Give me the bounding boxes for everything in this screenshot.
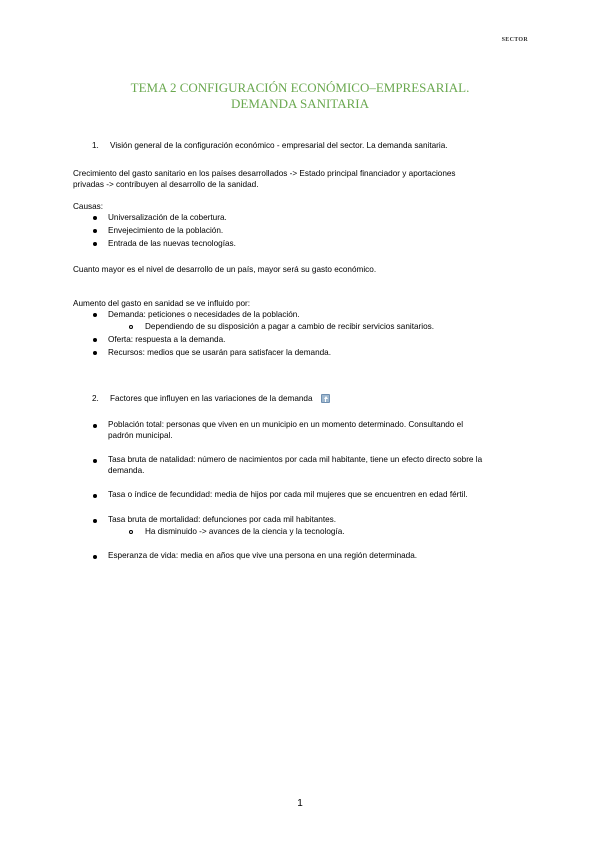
cause-item: Universalización de la cobertura. xyxy=(108,213,227,222)
bullet-icon xyxy=(93,338,97,342)
section-2-heading: Factores que influyen en las variaciones de la demanda xyxy=(110,394,313,403)
birth-rate-line-2: demanda. xyxy=(108,466,145,475)
sub-bullet-icon xyxy=(129,325,133,329)
bullet-icon xyxy=(93,242,97,246)
birth-rate-line-1: Tasa bruta de natalidad: número de nacimientos por cada mil habitante, tiene un efecto directo sobre la xyxy=(108,455,483,464)
header-sector-label: SECTOR xyxy=(501,37,528,43)
factor-offer: Oferta: respuesta a la demanda. xyxy=(108,335,226,344)
causes-label: Causas: xyxy=(73,202,104,211)
factor-demand-sub: Dependiendo de su disposición a pagar a cambio de recibir servicios sanitarios. xyxy=(145,322,434,331)
growth-text-line-2: privadas -> contribuyen al desarrollo de la sanidad. xyxy=(73,180,259,189)
page-number: 1 xyxy=(297,798,303,809)
bullet-icon xyxy=(93,494,97,498)
bullet-icon xyxy=(93,519,97,523)
development-note: Cuanto mayor es el nivel de desarrollo de un país, mayor será su gasto económico. xyxy=(73,265,377,274)
section-2-heading-row xyxy=(110,393,330,404)
bullet-icon xyxy=(93,459,97,463)
bullet-icon xyxy=(93,351,97,355)
population-line-2: padrón municipal. xyxy=(108,431,173,440)
fertility-rate: Tasa o índice de fecundidad: media de hijos por cada mil mujeres que se encuentren en edad fértil. xyxy=(108,490,468,499)
factor-demand: Demanda: peticiones o necesidades de la población. xyxy=(108,310,300,319)
mortality-rate: Tasa bruta de mortalidad: defunciones por cada mil habitantes. xyxy=(108,515,337,524)
sub-bullet-icon xyxy=(129,530,133,534)
page-title-line-1: TEMA 2 CONFIGURACIÓN ECONÓMICO–EMPRESARIAL. xyxy=(130,80,470,95)
bullet-icon xyxy=(93,216,97,220)
growth-text-line-1: Crecimiento del gasto sanitario en los países desarrollados -> Estado principal financiador y aportaciones xyxy=(73,169,456,178)
factor-resources: Recursos: medios que se usarán para satisfacer la demanda. xyxy=(108,348,332,357)
section-1-number: 1. xyxy=(92,141,99,150)
increase-label: Aumento del gasto en sanidad se ve influido por: xyxy=(73,299,251,308)
section-1-heading: Visión general de la configuración económico - empresarial del sector. La demanda sanitaria. xyxy=(110,141,448,150)
population-line-1: Población total: personas que viven en un municipio en un momento determinado. Consultando el xyxy=(108,420,464,429)
mortality-sub: Ha disminuido -> avances de la ciencia y la tecnología. xyxy=(145,527,345,536)
section-2-number: 2. xyxy=(92,394,99,403)
bullet-icon xyxy=(93,313,97,317)
cause-item: Envejecimiento de la población. xyxy=(108,226,224,235)
life-expectancy: Esperanza de vida: media en años que vive una persona en una región determinada. xyxy=(108,551,418,560)
page-title-line-2: DEMANDA SANITARIA xyxy=(231,96,369,111)
bullet-icon xyxy=(93,229,97,233)
cause-item: Entrada de las nuevas tecnologías. xyxy=(108,239,236,248)
bullet-icon xyxy=(93,424,97,428)
bullet-icon xyxy=(93,555,97,559)
up-arrow-icon[interactable] xyxy=(321,394,330,403)
